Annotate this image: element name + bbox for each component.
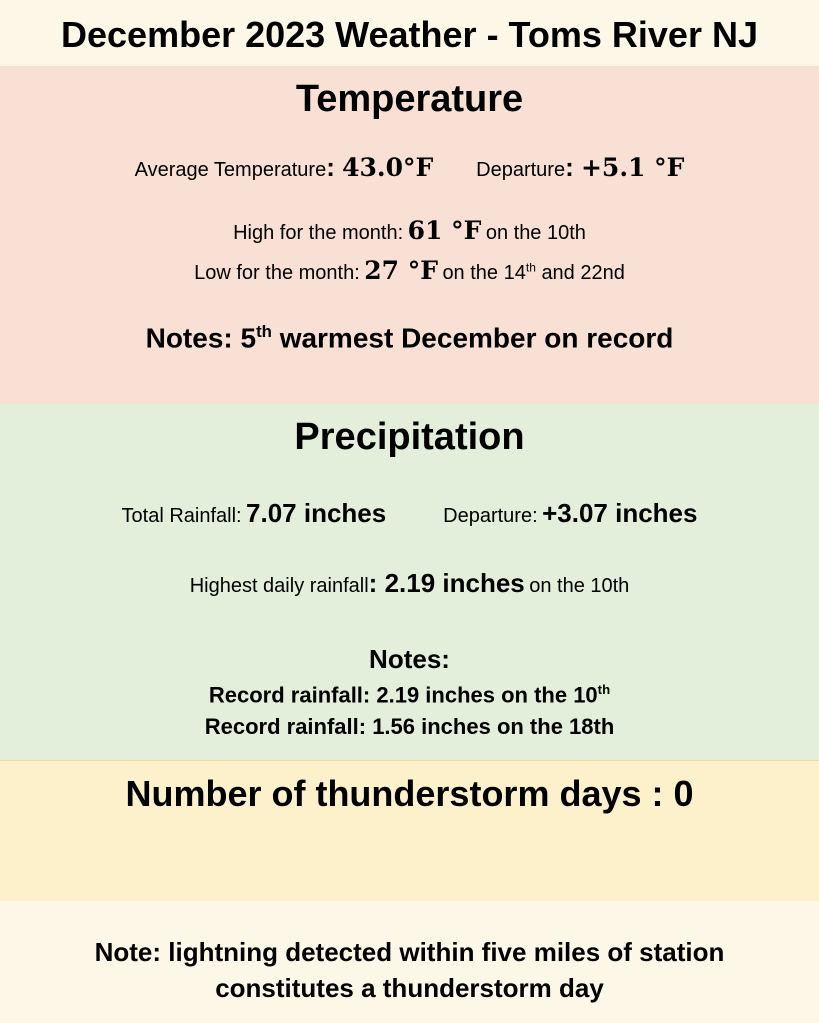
highest-daily-rainfall-row: Highest daily rainfall: 2.19 inches on the 10th [189,568,630,598]
temperature-notes-sup: th [256,322,272,341]
highest-daily-suffix: on the 10th [529,575,630,597]
low-label: Low for the month: [194,262,360,284]
average-temperature-row: Average Temperature: 43.0°F Departure: +5.1 °F [134,152,685,182]
total-rainfall-row [0,498,819,529]
temperature-notes [0,322,819,354]
high-suffix: on the 10th [485,222,586,244]
rainfall-departure-value: +3.07 inches [542,498,698,528]
record-rainfall-2: Record rainfall: 1.56 inches on the 18th [204,714,615,739]
thunderstorm-days: Number of thunderstorm days : 0 [125,773,694,814]
low-suffix-post: and 22nd [541,262,625,284]
average-temperature-label: Average Temperature [134,159,327,181]
highest-daily-label: Highest daily rainfall [189,575,369,597]
footer-note-line-2: constitutes a thunderstorm day [215,973,604,1003]
temperature-departure-value: +5.1 °F [580,153,685,182]
low-suffix-pre: on the 14 [442,262,526,284]
precipitation-heading: Precipitation [294,416,525,458]
average-temperature-value: 43.0°F [342,153,434,182]
record-rainfall-1-sup: th [597,682,611,697]
record-rainfall-1 [0,682,819,708]
temperature-section [0,66,819,404]
total-rainfall-value: 7.07 inches [246,498,387,528]
thunderstorm-section [0,760,819,902]
precipitation-notes-heading: Notes: [369,644,450,674]
low-suffix-sup: th [525,260,536,275]
temperature-notes-post: warmest December on record [279,322,674,354]
record-rainfall-1-text: Record rainfall: 2.19 inches on the 10 [208,682,598,708]
footer-note-section [0,901,819,1023]
total-rainfall-label: Total Rainfall: [121,505,242,527]
highest-daily-value: 2.19 inches [384,568,525,598]
temperature-heading: Temperature [295,78,524,120]
temperature-notes-pre: Notes: 5 [145,322,257,354]
precipitation-section [0,404,819,760]
low-temperature-row [0,256,819,285]
page-title: December 2023 Weather - Toms River NJ [0,0,819,66]
high-label: High for the month: [233,222,404,244]
high-value: 61 °F [407,216,482,245]
low-value: 27 °F [364,256,438,285]
rainfall-departure-label: Departure: [443,505,538,527]
footer-note-line-1: Note: lightning detected within five miles of station [94,937,725,967]
temperature-departure-label: Departure [476,159,566,181]
high-temperature-row [0,216,819,245]
